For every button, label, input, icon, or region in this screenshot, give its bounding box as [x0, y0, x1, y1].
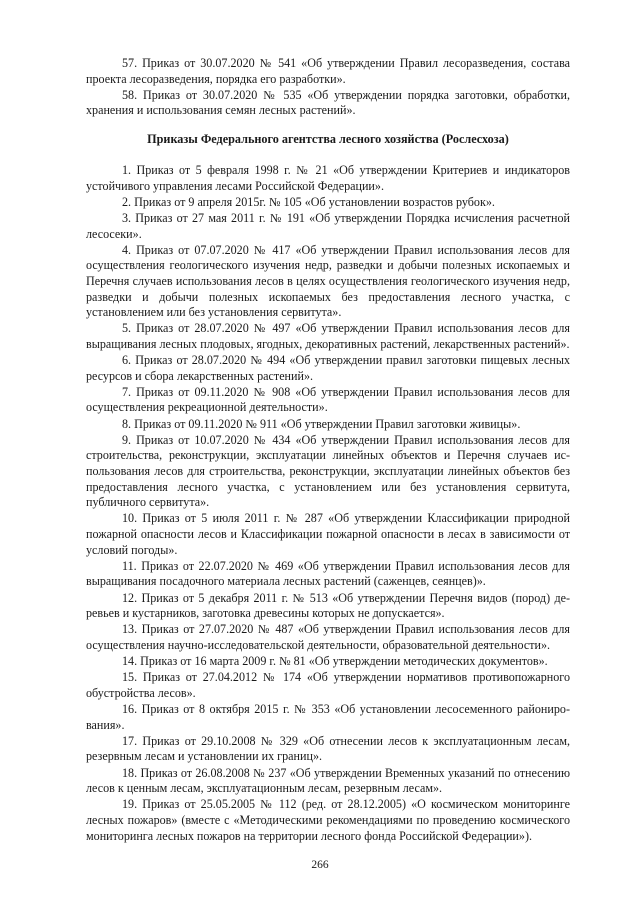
list-item: 18. Приказ от 26.08.2008 № 237 «Об утверждении Временных указаний по отнесению лесов к ценным лесам, эксплуатационным лесам, резервным лесам». [86, 765, 570, 796]
list-item: 11. Приказ от 22.07.2020 № 469 «Об утверждении Правил использования лесов для выращивания посадочного материала лесных растений (саженцев, сеянцев)». [86, 558, 570, 589]
list-item: 3. Приказ от 27 мая 2011 г. № 191 «Об утверждении Порядка исчисления расчетной лесосеки». [86, 210, 570, 241]
list-item: 10. Приказ от 5 июля 2011 г. № 287 «Об утверждении Классификации природной пожарной опасности лесов и Классификации пожарной опасности в лесах в зависимости от условий погоды». [86, 511, 570, 557]
list-item: 1. Приказ от 5 февраля 1998 г. № 21 «Об утверждении Критериев и индикаторов устойчивого управления лесами Российской Федерации». [86, 162, 570, 193]
list-item: 5. Приказ от 28.07.2020 № 497 «Об утверждении Правил использования лесов для выращивания лесных плодовых, ягодных, декоративных растений, лекарственных растений». [86, 321, 570, 351]
list-item: 12. Приказ от 5 декабря 2011 г. № 513 «Об утверждении Перечня видов (пород) деревьев и кустарников, заготовка древесины которых не допускается». [86, 590, 570, 621]
list-item: 8. Приказ от 09.11.2020 № 911 «Об утверждении Правил заготовки живицы». [122, 416, 521, 431]
page-number: 266 [311, 859, 329, 871]
list-item: 9. Приказ от 10.07.2020 № 434 «Об утверждении Правил использования лесов для строительства, реконструкции, эксплуатации линейных объектов и Перечня случаев использования лесов для строительства, реконструкции, эксплуатации линейных объектов без предоставления лесного участка, с установлением или без установления сервитута, публичного сервитута». [86, 432, 570, 510]
list-item: 6. Приказ от 28.07.2020 № 494 «Об утверждении правил заготовки пищевых лесных ресурсов и сбора лекарственных растений». [86, 353, 570, 383]
list-item: 7. Приказ от 09.11.2020 № 908 «Об утверждении Правил использования лесов для осуществления рекреационной деятельности». [86, 384, 570, 415]
list-item: 13. Приказ от 27.07.2020 № 487 «Об утверждении Правил использования лесов для осуществления научно-исследовательской деятельности, образовательной деятельности». [86, 622, 570, 652]
document-page [86, 56, 570, 845]
list-item: 4. Приказ от 07.07.2020 № 417 «Об утверждении Правил использования лесов для осуществления геологического изучения недр, разведки и добычи полезных ископаемых и Перечня случаев использования лесов в целях осуществления геологического изучения недр, разведки и добычи полезных ископаемых без предоставления лесного участка, с установлением или без установления сервитута». [86, 242, 570, 320]
list-item: 16. Приказ от 8 октября 2015 г. № 353 «Об установлении лесосеменного районирования». [86, 702, 570, 732]
list-item: 14. Приказ от 16 марта 2009 г. № 81 «Об утверждении методических документов». [122, 654, 548, 669]
list-item: 15. Приказ от 27.04.2012 № 174 «Об утверждении нормативов противопожарного обустройства лесов». [86, 670, 570, 700]
list-item: 57. Приказ от 30.07.2020 № 541 «Об утверждении Правил лесоразведения, состава проекта лесоразведения, порядка его разработки». [86, 56, 570, 86]
list-item: 2. Приказ от 9 апреля 2015г. № 105 «Об установлении возрастов рубок». [122, 194, 495, 209]
list-item: 58. Приказ от 30.07.2020 № 535 «Об утверждении порядка заготовки, обработки, хранения и использования семян лесных растений». [86, 87, 570, 118]
section-heading: Приказы Федерального агентства лесного хозяйства (Рослесхоза) [147, 131, 509, 146]
list-item: 17. Приказ от 29.10.2008 № 329 «Об отнесении лесов к эксплуатационным лесам, резервным лесам и установлении их границ». [86, 733, 570, 764]
list-item: 19. Приказ от 25.05.2005 № 112 (ред. от 28.12.2005) «О космическом мониторинге лесных пожаров» (вместе с «Методическими рекомендациями по проведению космического мониторинга лесных пожаров на территории лесного фонда Российской Федерации»). [86, 797, 570, 843]
